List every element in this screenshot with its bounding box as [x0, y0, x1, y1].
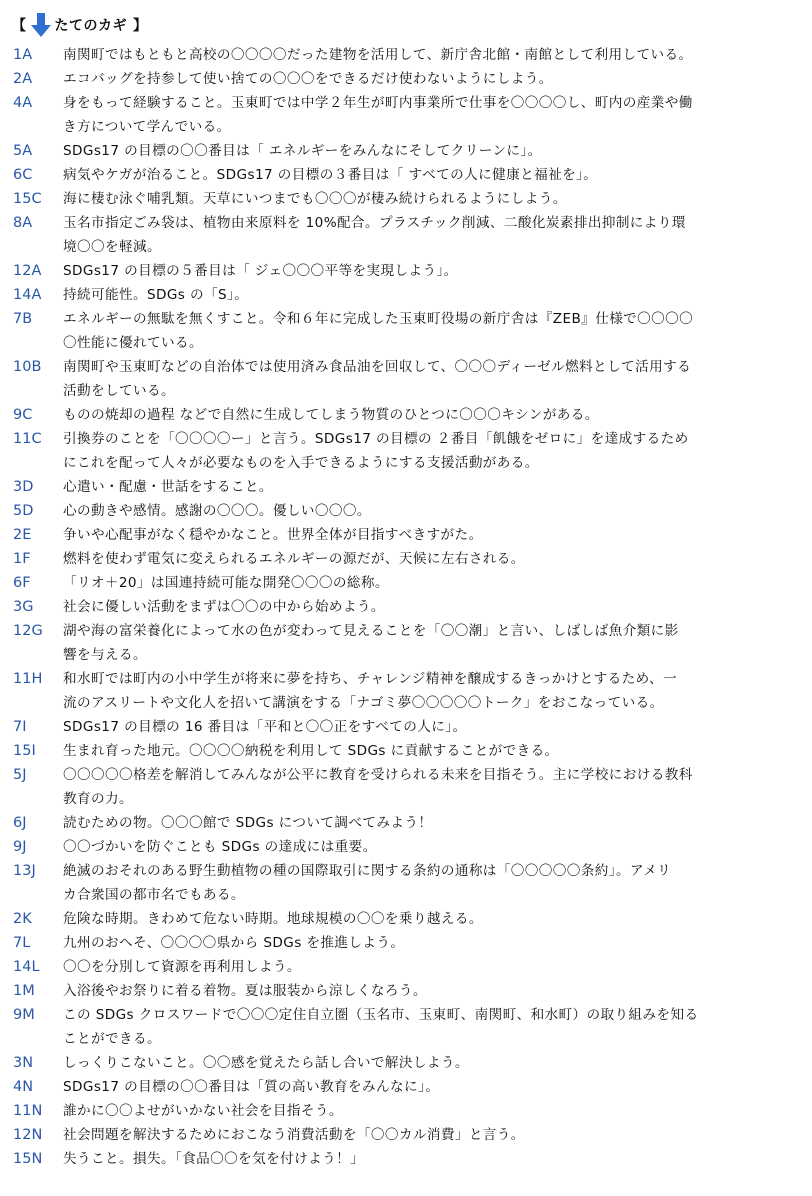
clue-text-line: 失うこと。損失。「食品〇〇を気を付けよう！」 — [63, 1151, 365, 1167]
clue-text-line: 心の動きや感情。感謝の〇〇〇。優しい〇〇〇。 — [63, 503, 371, 519]
clue-text — [63, 1147, 788, 1171]
clue-number: 3G — [13, 599, 34, 615]
clue-text — [63, 67, 788, 91]
clue-text — [63, 499, 788, 523]
clue-text-line: 響を与える。 — [63, 647, 147, 663]
clue-text-line: エコバッグを持参して使い捨ての〇〇〇をできるだけ使わないようにしよう。 — [63, 71, 553, 87]
clue-text-line: 危険な時期。きわめて危ない時期。地球規模の〇〇を乗り越える。 — [63, 911, 483, 927]
clue-text — [63, 715, 788, 739]
clue-text — [63, 763, 788, 811]
clue-text — [63, 1003, 788, 1051]
clue-text-line: にこれを配って人々が必要なものを入手できるようにする支援活動がある。 — [63, 455, 539, 471]
clue-text — [63, 211, 788, 259]
clue-text-line: 南関町や玉東町などの自治体では使用済み食品油を回収して、〇〇〇ディーゼル燃料として活用する — [63, 359, 692, 375]
clue-text-line: ものの焼却の過程 などで自然に生成してしまう物質のひとつに〇〇〇キシンがある。 — [63, 407, 599, 423]
clue-number: 15N — [13, 1151, 43, 1167]
clue-number: 2K — [13, 911, 32, 927]
clue-number: 4N — [13, 1079, 34, 1095]
clue-number: 8A — [13, 215, 33, 231]
clue-text — [63, 187, 788, 211]
clue-number: 11C — [13, 431, 42, 447]
clue-number: 2A — [13, 71, 33, 87]
clue-number: 1A — [13, 47, 33, 63]
clue-text-line: 身をもって経験すること。玉東町では中学２年生が町内事業所で仕事を〇〇〇〇し、町内の産業や働 — [63, 95, 693, 111]
clue-number: 11N — [13, 1103, 43, 1119]
clue-text — [63, 571, 788, 595]
clue-text — [63, 955, 788, 979]
clue-text — [63, 667, 788, 715]
clue-text-line: 玉名市指定ごみ袋は、植物由来原料を 10%配合。プラスチック削減、二酸化炭素排出抑制により環 — [63, 215, 686, 231]
clue-number: 7B — [13, 311, 33, 327]
clue-text — [63, 43, 788, 67]
clue-number: 5J — [13, 767, 27, 783]
clue-text — [63, 259, 788, 283]
clue-number: 6C — [13, 167, 33, 183]
clue-number: 5A — [13, 143, 33, 159]
clue-text-line: 活動をしている。 — [63, 383, 175, 399]
clue-text-line: 入浴後やお祭りに着る着物。夏は服装から涼しくなろう。 — [63, 983, 427, 999]
clue-text — [63, 1099, 788, 1123]
clue-text — [63, 835, 788, 859]
clue-text-line: 〇〇〇〇〇格差を解消してみんなが公平に教育を受けられる未来を目指そう。主に学校における教科 — [63, 767, 693, 783]
clue-text-line: 湖や海の富栄養化によって水の色が変わって見えることを「〇〇潮」と言い、しばしば魚介類に影 — [63, 623, 679, 639]
clue-text-line: しっくりこないこと。〇〇感を覚えたら話し合いで解決しよう。 — [63, 1055, 469, 1071]
clue-text-line: 争いや心配事がなく穏やかなこと。世界全体が目指すべきすがた。 — [63, 527, 483, 543]
clue-text — [63, 475, 788, 499]
clue-number: 2E — [13, 527, 32, 543]
header-title: たてのカギ — [54, 18, 127, 34]
clue-number: 4A — [13, 95, 33, 111]
clue-text-line: 〇〇づかいを防ぐことも SDGs の達成には重要。 — [63, 839, 377, 855]
clue-text — [63, 811, 788, 835]
clue-text-line: SDGs17 の目標の５番目は「 ジェ〇〇〇平等を実現しよう」。 — [63, 263, 458, 279]
clue-text — [63, 739, 788, 763]
clue-text-line: 〇〇を分別して資源を再利用しよう。 — [63, 959, 301, 975]
clue-text-line: 心遣い・配慮・世話をすること。 — [63, 479, 273, 495]
clue-text-line: エネルギーの無駄を無くすこと。令和６年に完成した玉東町役場の新庁舎は『ZEB』仕様で〇〇〇〇 — [63, 311, 694, 327]
clue-text-line: 社会問題を解決するためにおこなう消費活動を「〇〇カル消費」と言う。 — [63, 1127, 525, 1143]
clue-number: 5D — [13, 503, 34, 519]
clue-text — [63, 355, 788, 403]
clue-text-line: SDGs17 の目標の〇〇番目は「 エネルギーをみんなにそしてクリーンに」。 — [63, 143, 542, 159]
clue-number: 10B — [13, 359, 42, 375]
clue-text — [63, 907, 788, 931]
clue-text — [63, 307, 788, 355]
clue-text — [63, 403, 788, 427]
clue-number: 7L — [13, 935, 31, 951]
clue-number: 3D — [13, 479, 34, 495]
clue-text — [63, 595, 788, 619]
clue-text-line: カ合衆国の都市名でもある。 — [63, 887, 245, 903]
clue-text-line: 境〇〇を軽減。 — [63, 239, 161, 255]
clue-number: 6F — [13, 575, 31, 591]
clue-text — [63, 523, 788, 547]
clue-text — [63, 547, 788, 571]
clue-number: 9C — [13, 407, 33, 423]
clue-text-line: 九州のおへそ、〇〇〇〇県から SDGs を推進しよう。 — [63, 935, 405, 951]
clue-text-line: この SDGs クロスワードで〇〇〇定住自立圏（玉名市、玉東町、南関町、和水町）の取り組みを知る — [63, 1007, 699, 1023]
clue-text — [63, 931, 788, 955]
clue-number: 12A — [13, 263, 42, 279]
clue-text-line: 生まれ育った地元。〇〇〇〇納税を利用して SDGs に貢献することができる。 — [63, 743, 559, 759]
clue-text-line: 誰かに〇〇よせがいかない社会を目指そう。 — [63, 1103, 343, 1119]
clue-number: 14A — [13, 287, 42, 303]
clue-number: 3N — [13, 1055, 34, 1071]
clue-text — [63, 139, 788, 163]
clue-number: 1M — [13, 983, 35, 999]
clue-number: 7I — [13, 719, 27, 735]
clue-text — [63, 427, 788, 475]
clue-text-line: 和水町では町内の小中学生が将来に夢を持ち、チャレンジ精神を醸成するきっかけとするため、一 — [63, 671, 678, 687]
clue-text-line: ことができる。 — [63, 1031, 161, 1047]
clue-number: 1F — [13, 551, 31, 567]
clue-text-line: 持続可能性。SDGs の「S」。 — [63, 287, 249, 303]
clue-text-line: 社会に優しい活動をまずは〇〇の中から始めよう。 — [63, 599, 385, 615]
clue-text-line: 教育の力。 — [63, 791, 133, 807]
clue-text — [63, 979, 788, 1003]
clue-text — [63, 1075, 788, 1099]
clue-text-line: き方について学んでいる。 — [63, 119, 231, 135]
clue-text-line: 流のアスリートや文化人を招いて講演をする「ナゴミ夢〇〇〇〇〇トーク」をおこなっている。 — [63, 695, 664, 711]
clue-number: 11H — [13, 671, 43, 687]
clue-number: 6J — [13, 815, 27, 831]
clue-number: 12N — [13, 1127, 43, 1143]
down-arrow-icon — [29, 12, 53, 38]
clue-text-line: 引換券のことを「〇〇〇〇ー」と言う。SDGs17 の目標の ２番目「飢餓をゼロに」を達成するため — [63, 431, 689, 447]
clue-text-line: SDGs17 の目標の 16 番目は「平和と〇〇正をすべての人に」。 — [63, 719, 467, 735]
clue-number: 15C — [13, 191, 42, 207]
clue-text — [63, 619, 788, 667]
clue-text-line: 南関町ではもともと高校の〇〇〇〇だった建物を活用して、新庁舎北館・南館として利用している。 — [63, 47, 693, 63]
clue-text — [63, 163, 788, 187]
clue-number: 9M — [13, 1007, 35, 1023]
clue-text-line: 海に棲む泳ぐ哺乳類。天草にいつまでも〇〇〇が棲み続けられるようにしよう。 — [63, 191, 567, 207]
clue-text-line: SDGs17 の目標の〇〇番目は「質の高い教育をみんなに」。 — [63, 1079, 440, 1095]
clue-text — [63, 1123, 788, 1147]
header-bracket-open: 【 — [12, 18, 27, 34]
clue-text-line: 病気やケガが治ること。SDGs17 の目標の３番目は「 すべての人に健康と福祉を」。 — [63, 167, 598, 183]
clue-number: 14L — [13, 959, 40, 975]
clue-text — [63, 91, 788, 139]
clue-text-line: 「リオ＋20」は国連持続可能な開発〇〇〇の総称。 — [63, 575, 389, 591]
header-bracket-close: 】 — [133, 18, 148, 34]
clue-text-line: 燃料を使わず電気に変えられるエネルギーの源だが、天候に左右される。 — [63, 551, 525, 567]
clue-number: 15I — [13, 743, 36, 759]
clue-number: 9J — [13, 839, 27, 855]
clue-text-line: 絶滅のおそれのある野生動植物の種の国際取引に関する条約の通称は「〇〇〇〇〇条約」。アメリ — [63, 863, 672, 879]
clue-text-line: 〇性能に優れている。 — [63, 335, 203, 351]
clue-text — [63, 1051, 788, 1075]
clue-list-header — [12, 12, 148, 38]
clue-text-line: 読むための物。〇〇〇館で SDGs について調べてみよう！ — [63, 815, 433, 831]
clue-number: 13J — [13, 863, 36, 879]
clue-text — [63, 283, 788, 307]
clue-number: 12G — [13, 623, 43, 639]
clue-text — [63, 859, 788, 907]
